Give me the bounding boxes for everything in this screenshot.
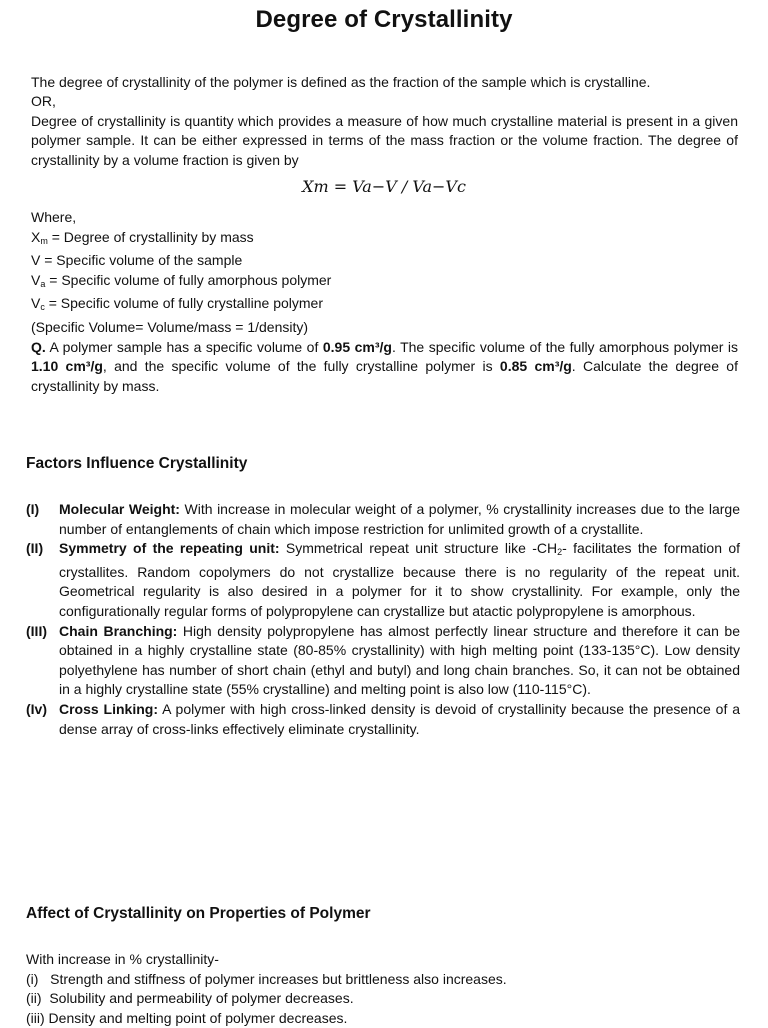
definition-va: $V_a$ = Specific volume of fully amorphous polymer: [31, 271, 332, 289]
specific-volume-note: (Specific Volume= Volume/mass = 1/density): [31, 318, 309, 335]
where-label: Where,: [31, 209, 77, 225]
definition-paragraph: Degree of crystallinity is quantity which provides a measure of how much crystalline material is present in a given polymer sample. It can be either expressed in terms of the mass fraction or the volume fraction. The degree of crystallinity by a volume fraction is given by: [31, 113, 738, 168]
effects-intro: With increase in % crystallinity-: [26, 951, 219, 967]
list-item: (iii) Density and melting point of polymer decreases.: [26, 1009, 348, 1026]
definition-v: V = Specific volume of the sample: [31, 252, 243, 269]
page-title: Degree of Crystallinity: [255, 6, 513, 33]
question-paragraph: Q. A polymer sample has a specific volume of 0.95 cm³/g. The specific volume of the fully amorphous polymer is 1.10 cm³/g, and the specific volume of the fully crystalline polymer is 0.85 cm³/g. Calculate the degree of crystallinity by mass.: [31, 339, 739, 394]
definitions-list: [31, 208, 331, 338]
affect-heading: Affect of Crystallinity on Properties of Polymer: [26, 905, 371, 922]
factors-list: [26, 500, 740, 739]
factor-item: (II) Symmetry of the repeating unit: Symmetrical repeat unit structure like $-CH_2-$ facilitates the formation of crystallites. Random copolymers do not crystallize because there is no regularity of the repeat unit. Geometrical regularity is also desired in a polymer for it to show crystallinity. For example, only the configurationally regular forms of polypropylene can crystallize but atactic polypropylene is amorphous.: [26, 540, 740, 619]
definition-vc: $V_c$ = Specific volume of fully crystalline polymer: [31, 295, 324, 313]
factor-item: (I) Molecular Weight: With increase in molecular weight of a polymer, % crystallinity increases due to the large number of entanglements of chain which impose restriction for unlimited growth of a crystallite.: [26, 501, 740, 537]
list-item: (ii) Solubility and permeability of polymer decreases.: [26, 990, 354, 1007]
effects-list: [26, 950, 507, 1028]
factor-item: (Iv) Cross Linking: A polymer with high cross-linked density is devoid of crystallinity because the presence of a dense array of cross-links effectively eliminate crystallinity.: [26, 700, 740, 737]
definition-line: The degree of crystallinity of the polymer is defined as the fraction of the sample which is crystalline.: [31, 74, 651, 90]
factor-item: (III) Chain Branching: High density polypropylene has almost perfectly linear structure and therefore it can be obtained in a highly crystalline state (80-85% crystallinity) with high melting point (133-135°C). Low density polyethylene has number of short chain (ethyl and butyl) and long chain branches. So, it can not be obtained in a highly crystalline state (55% crystalline) and melting point is also low (110-115°C).: [26, 622, 740, 698]
or-label: OR,: [31, 93, 56, 109]
list-item: (i) Strength and stiffness of polymer increases but brittleness also increases.: [26, 970, 507, 987]
formula: Xm = Va−V / Va−Vc: [302, 177, 466, 196]
definition-xm: $X_m$ = Degree of crystallinity by mass: [31, 228, 254, 246]
factors-heading: Factors Influence Crystallinity: [26, 455, 248, 472]
